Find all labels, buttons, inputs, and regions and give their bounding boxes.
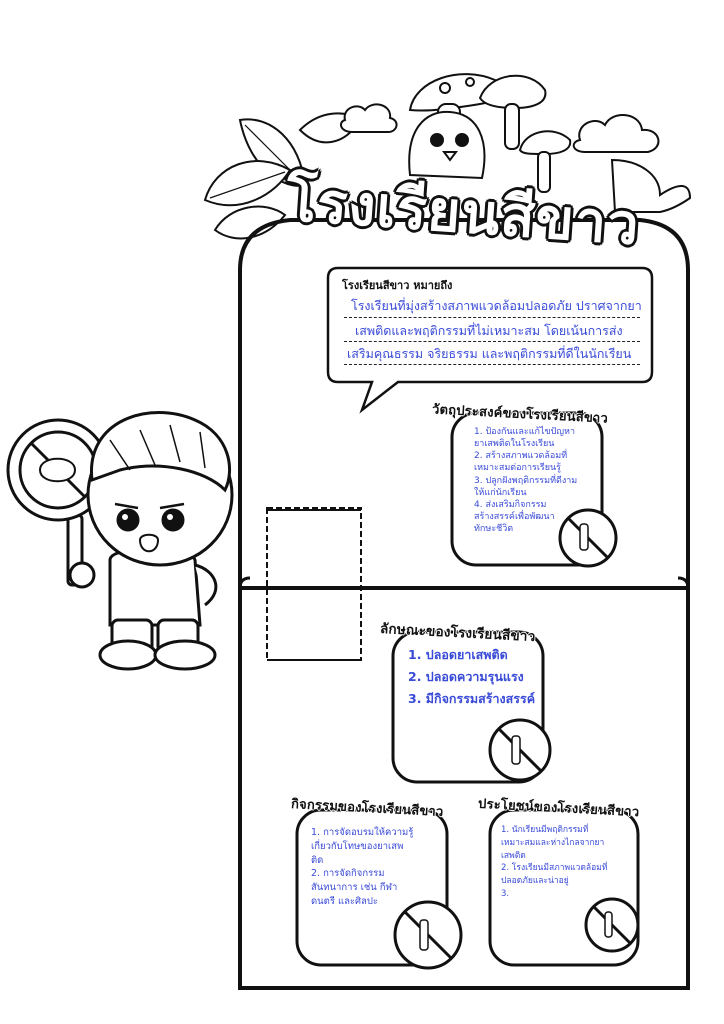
intro-line: เสพติดและพฤติกรรมที่ไม่เหมาะสม โดยเน้นการส่ง xyxy=(355,323,623,338)
poster-title: โรงเรียนสีขาว xyxy=(284,168,642,259)
intro-line: โรงเรียนที่มุ่งสร้างสภาพแวดล้อมปลอดภัย ปราศจากยา xyxy=(351,298,642,313)
boy-with-sign-icon xyxy=(8,413,232,670)
objectives-title: วัตถุประสงค์ของโรงเรียนสีขาว xyxy=(431,402,609,427)
no-drugs-icon xyxy=(395,902,461,968)
features-title: ลักษณะของโรงเรียนสีขาว xyxy=(379,620,536,646)
benefits-list: 1. นักเรียนมีพฤติกรรมที่ เหมาะสมและห่างไกลจากยา เสพติด 2. โรงเรียนมีสภาพแวดล้อมที่ ปลอดภัยและน่าอยู่ 3. xyxy=(501,825,608,899)
intro-line: เสริมคุณธรรม จริยธรรม และพฤติกรรมที่ดีในนักเรียน xyxy=(347,346,632,361)
objectives-list: 1. ป้องกันและแก้ไขปัญหา ยาเสพติดในโรงเรียน 2. สร้างสภาพแวดล้อมที่ เหมาะสมต่อการเรียนรู้ 3. ปลูกฝังพฤติกรรมที่ดีงาม ให้แก่นักเรียน 4. ส่งเสริมกิจกรรม สร้างสรรค์เพื่อพัฒนา ทักษะชีวิต xyxy=(474,427,578,535)
activities-title: กิจกรรมของโรงเรียนสีขาว xyxy=(290,797,444,820)
benefits-title: ประโยชน์ของโรงเรียนสีขาว xyxy=(477,796,640,821)
no-drugs-icon xyxy=(586,899,638,951)
no-drugs-icon xyxy=(490,720,550,780)
activities-list: 1. การจัดอบรมให้ความรู้ เกี่ยวกับโทษของยาเสพ ติด 2. การจัดกิจกรรม สันทนาการ เช่น กีฬา ดนตรี และศิลปะ xyxy=(311,827,414,907)
intro-heading: โรงเรียนสีขาว หมายถึง xyxy=(342,279,453,292)
features-list: 1. ปลอดยาเสพติด 2. ปลอดความรุนแรง 3. มีกิจกรรมสร้างสรรค์ xyxy=(408,647,536,706)
cloud-icon xyxy=(341,104,658,152)
